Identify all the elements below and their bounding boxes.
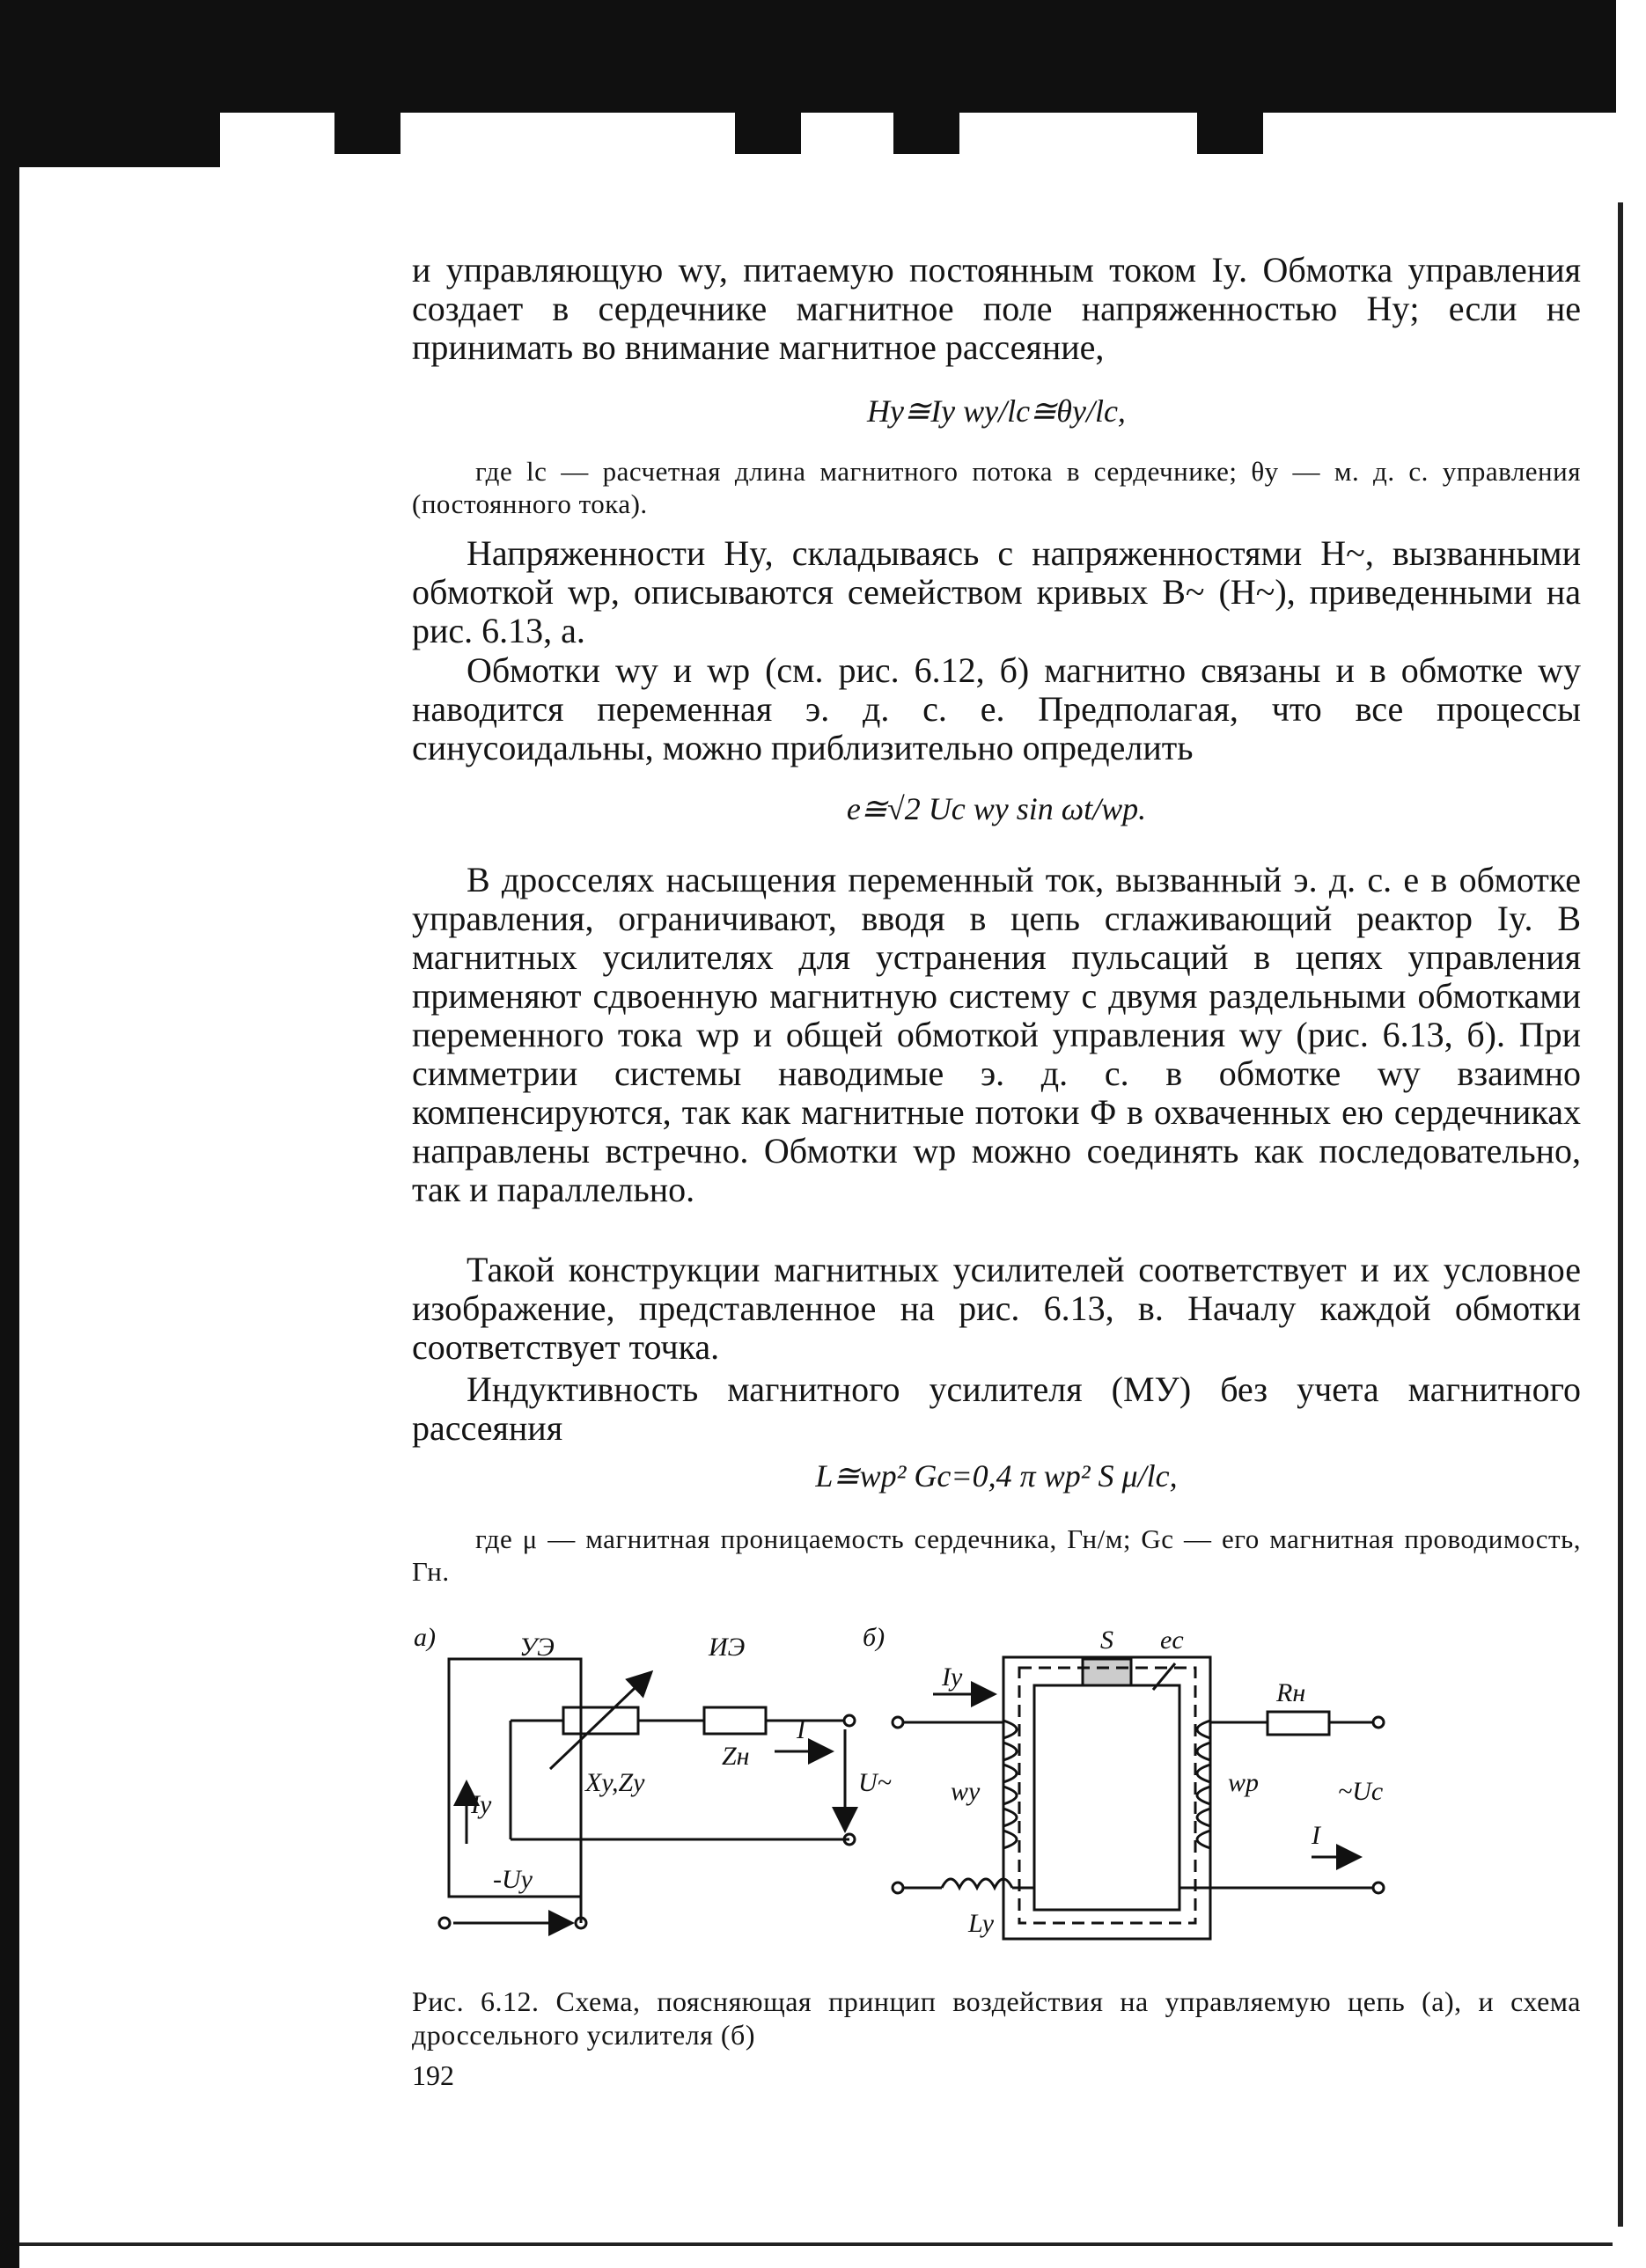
scan-bottom-edge-line [19, 2242, 1613, 2246]
formula-hy: Hy≅Iy wy/lc≅θy/lc, [867, 393, 1126, 429]
label-ec: ec [1160, 1626, 1184, 1655]
label-wp: wp [1228, 1768, 1260, 1797]
scan-right-edge-line [1618, 202, 1623, 2227]
core-section [1083, 1659, 1131, 1685]
scan-left-border [0, 113, 19, 2268]
label-xyzy: Xy,Zy [585, 1768, 645, 1797]
label-b-iy: Iy [942, 1662, 963, 1692]
scan-border-tab [0, 106, 220, 167]
winding-wp [1197, 1721, 1210, 1848]
label-uc: ~Uc [1338, 1777, 1384, 1806]
paragraph-1: и управляющую wy, питаемую постоянным током Iy. Обмотка управления создает в сердечнике магнитное поле напряженностью Hy; если не принимать во внимание магнитное рассеяние, [412, 250, 1581, 367]
label-a-i: I [797, 1715, 805, 1744]
formula-e: e≅√2 Uc wy sin ωt/wp. [846, 791, 1147, 826]
paragraph-4: В дросселях насыщения переменный ток, вызванный э. д. с. e в обмотке управления, ограничивают, вводя в цепь сглаживающий реактор Iy. В магнитных усилителях для устранения пульсаций в цепях управления применяют сдвоенную магнитную систему с двумя раздельными обмотками переменного тока wp и общей обмоткой управления wy (рис. 6.13, б). При симметрии системы наводимые э. д. с. в обмотке wy взаимно компенсируются, так как магнитные потоки Φ в охваченных ею сердечниках направлены встречно. Обмотки wp можно соединять как последовательно, так и параллельно. [412, 860, 1581, 1209]
scan-border-tab [735, 106, 801, 154]
label-uz: УЭ [519, 1633, 555, 1662]
figure-6-12 [387, 1624, 1567, 1958]
winding-wy [1003, 1707, 1017, 1879]
scan-top-border [0, 0, 1646, 113]
scan-border-tab [1197, 106, 1263, 154]
paragraph-5: Такой конструкции магнитных усилителей соответствует и их условное изображение, представленное на рис. 6.13, в. Началу каждой обмотки соответствует точка. [412, 1250, 1581, 1367]
label-b-i: I [1312, 1821, 1320, 1850]
paragraph-2: Напряженности Hy, складываясь с напряженностями H~, вызванными обмоткой wp, описываются семейством кривых B~ (H~), приведенными на рис. 6.13, а. [412, 533, 1581, 650]
scan-border-tab [334, 106, 400, 154]
label-b: б) [863, 1624, 885, 1652]
note-lc: где lc — расчетная длина магнитного потока в сердечнике; θy — м. д. с. управления (постоянного тока). [412, 456, 1581, 519]
note-mu: где μ — магнитная проницаемость сердечника, Гн/м; Gc — его магнитная проводимость, Гн. [412, 1523, 1581, 1587]
label-uy: -Uy [493, 1865, 533, 1894]
paragraph-6: Индуктивность магнитного усилителя (МУ) без учета магнитного рассеяния [412, 1369, 1581, 1448]
scan-border-tab [893, 106, 959, 154]
actuating-element [704, 1707, 766, 1734]
figure-caption: Рис. 6.12. Схема, поясняющая принцип воздействия на управляемую цепь (а), и схема дроссельного усилителя (б) [412, 1985, 1581, 2051]
label-rn: Rн [1276, 1678, 1306, 1707]
label-zn: Zн [722, 1742, 750, 1771]
label-ie: ИЭ [709, 1633, 746, 1662]
formula-l: L≅wp² Gc=0,4 π wp² S μ/lc, [815, 1458, 1178, 1494]
load-resistor [1268, 1712, 1329, 1735]
label-a: а) [414, 1624, 436, 1652]
label-wy: wy [951, 1777, 981, 1806]
label-a-iy: Iy [471, 1790, 492, 1819]
page-number: 192 [412, 2059, 454, 2091]
paragraph-3: Обмотки wy и wp (см. рис. 6.12, б) магнитно связаны и в обмотке wy наводится переменная э. д. с. e. Предполагая, что все процессы синусоидальны, можно приблизительно определить [412, 650, 1581, 767]
label-s: S [1100, 1626, 1113, 1655]
inductor-ly [942, 1879, 1012, 1888]
label-ly: Ly [968, 1909, 995, 1938]
label-u: U~ [858, 1768, 892, 1797]
